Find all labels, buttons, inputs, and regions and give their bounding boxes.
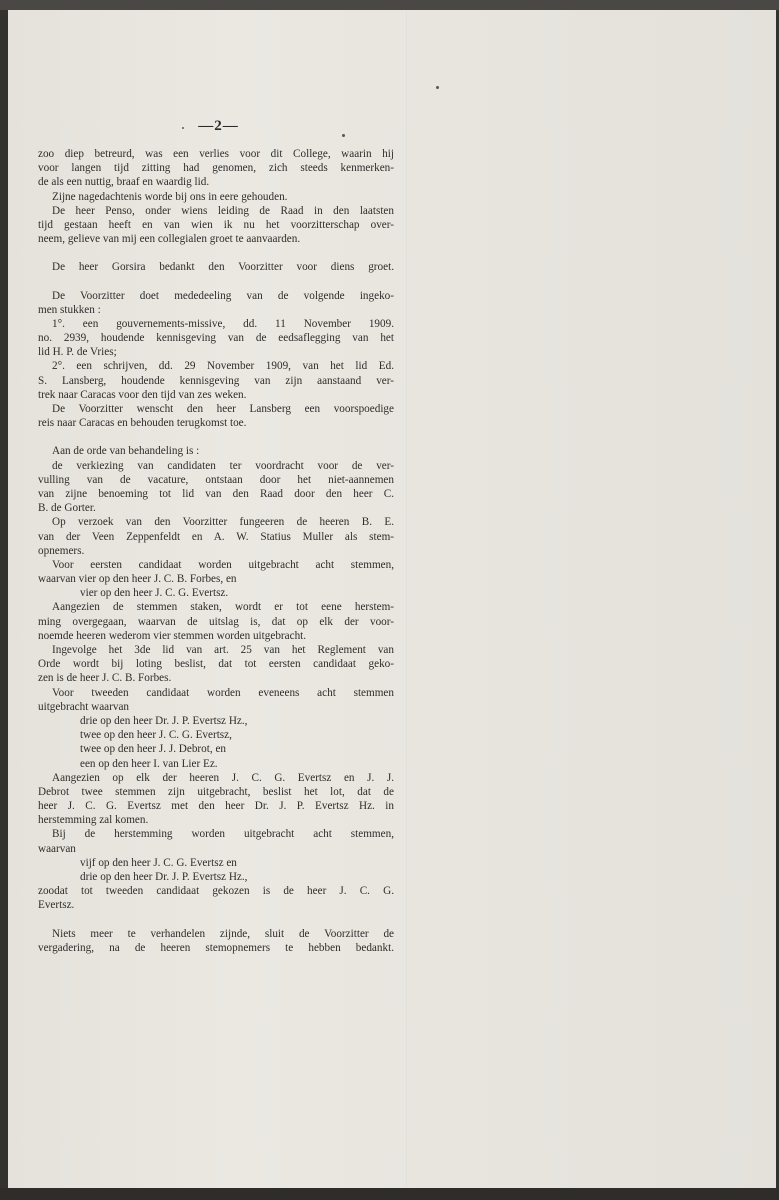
paper-speck: [182, 127, 184, 129]
paper-speck: [342, 134, 345, 137]
text-line: Voor eersten candidaat worden uitgebracht acht stemmen,: [52, 558, 394, 571]
text-line: zoo diep betreurd, was een verlies voor dit College, waarin hij: [38, 148, 394, 160]
text-line: 2°. een schrijven, dd. 29 November 1909, van het lid Ed.: [52, 360, 394, 373]
text-line: Niets meer te verhandelen zijnde, sluit de Voorzitter de: [52, 927, 394, 940]
scan-top-edge: [0, 0, 779, 10]
text-line: uitgebracht waarvan: [38, 700, 130, 713]
text-line: 1°. een gouvernements-missive, dd. 11 November 1909.: [52, 317, 394, 330]
text-line: herstemming zal komen.: [38, 814, 149, 827]
text-line: van zijne benoeming tot lid van den Raad door den heer C.: [38, 487, 394, 500]
text-line: Orde wordt bij loting beslist, dat tot eersten candidaat geko-: [38, 658, 394, 671]
text-line: vulling van de vacature, ontstaan door het niet-aannemen: [38, 473, 394, 486]
text-line: Ingevolge het 3de lid van art. 25 van het Reglement van: [52, 644, 394, 656]
paragraph: [38, 260, 394, 274]
text-line: De Voorzitter wenscht den heer Lansberg een voorspoedige: [52, 403, 394, 415]
text-line: Bij de herstemming worden uitgebracht acht stemmen,: [52, 828, 394, 841]
text-line: De Voorzitter doet mededeeling van de volgende ingeko-: [52, 289, 394, 302]
text-line: zoodat tot tweeden candidaat gekozen is de heer J. C. G.: [38, 885, 394, 898]
paragraph: [38, 147, 394, 246]
text-line: heer J. C. G. Evertsz met den heer Dr. J. P. Evertsz Hz. in: [38, 800, 394, 813]
text-line: Evertsz.: [38, 899, 75, 912]
text-line: noemde heeren wederom vier stemmen worden uitgebracht.: [38, 629, 307, 642]
paragraph-gap: [38, 246, 394, 260]
text-line: waarvan vier op den heer J. C. B. Forbes, en: [38, 573, 237, 586]
text-line: reis naar Caracas en behouden terugkomst toe.: [38, 417, 247, 430]
page-number: —2—: [198, 118, 239, 134]
text-line: De heer Penso, onder wiens leiding de Raad in den laatsten: [52, 204, 394, 217]
text-line: vier op den heer J. C. G. Evertsz.: [80, 587, 229, 600]
paragraph: [38, 444, 394, 912]
text-line: opnemers.: [38, 544, 85, 557]
text-line: Aangezien op elk der heeren J. C. G. Evertsz en J. J.: [52, 771, 394, 784]
paragraph-gap: [38, 913, 394, 927]
text-line: de als een nuttig, braaf en waardig lid.: [38, 176, 210, 189]
text-line: vijf op den heer J. C. G. Evertsz en: [80, 856, 237, 869]
text-line: Voor tweeden candidaat worden eveneens acht stemmen: [52, 686, 394, 699]
paragraph-gap: [38, 430, 394, 444]
text-line: Aan de orde van behandeling is :: [52, 445, 200, 458]
text-line: twee op den heer J. J. Debrot, en: [80, 743, 227, 756]
paper-speck: [436, 86, 439, 89]
text-line: drie op den heer Dr. J. P. Evertsz Hz.,: [80, 714, 248, 727]
paragraph: [38, 927, 394, 955]
text-line: S. Lansberg, houdende kennisgeving van zijn aanstaand ver-: [38, 374, 394, 387]
paragraph-gap: [38, 275, 394, 289]
text-line: no. 2939, houdende kennisgeving van de eedsaflegging van het: [38, 332, 394, 345]
text-line: tijd gestaan heeft en van wien ik nu het voorzitterschap over-: [38, 218, 394, 231]
text-line: een op den heer I. van Lier Ez.: [80, 757, 218, 770]
text-line: trek naar Caracas voor den tijd van zes weken.: [38, 388, 247, 401]
text-line: neem, gelieve van mij een collegialen groet te aanvaarden.: [38, 233, 301, 246]
text-line: drie op den heer Dr. J. P. Evertsz Hz.,: [80, 871, 248, 883]
text-line: waarvan: [38, 842, 76, 855]
text-line: twee op den heer J. C. G. Evertsz,: [80, 729, 232, 742]
text-line: men stukken :: [38, 303, 101, 316]
page-fold: [406, 10, 408, 1188]
text-line: van der Veen Zeppenfeldt en A. W. Statius Muller als stem-: [38, 530, 394, 543]
text-line: de verkiezing van candidaten ter voordracht voor de ver-: [52, 459, 394, 472]
text-line: Zijne nagedachtenis worde bij ons in eere gehouden.: [52, 190, 288, 203]
text-line: zen is de heer J. C. B. Forbes.: [38, 672, 172, 685]
text-line: voor langen tijd zitting had genomen, zich steeds kenmerken-: [38, 162, 394, 175]
text-line: Aangezien de stemmen staken, wordt er tot eene herstem-: [52, 601, 394, 614]
scan-bottom-edge: [0, 1188, 779, 1200]
document-body: [38, 147, 394, 955]
text-line: vergadering, na de heeren stemopnemers te hebben bedankt.: [38, 941, 394, 954]
text-line: B. de Gorter.: [38, 502, 96, 515]
text-line: ming overgegaan, waarvan de uitslag is, dat op elk der voor-: [38, 615, 394, 628]
text-line: Debrot twee stemmen zijn uitgebracht, beslist het lot, dat de: [38, 785, 394, 798]
text-line: De heer Gorsira bedankt den Voorzitter voor diens groet.: [52, 261, 394, 274]
text-line: lid H. P. de Vries;: [38, 346, 117, 359]
paragraph: [38, 289, 394, 431]
text-line: Op verzoek van den Voorzitter fungeeren de heeren B. E.: [52, 516, 394, 529]
